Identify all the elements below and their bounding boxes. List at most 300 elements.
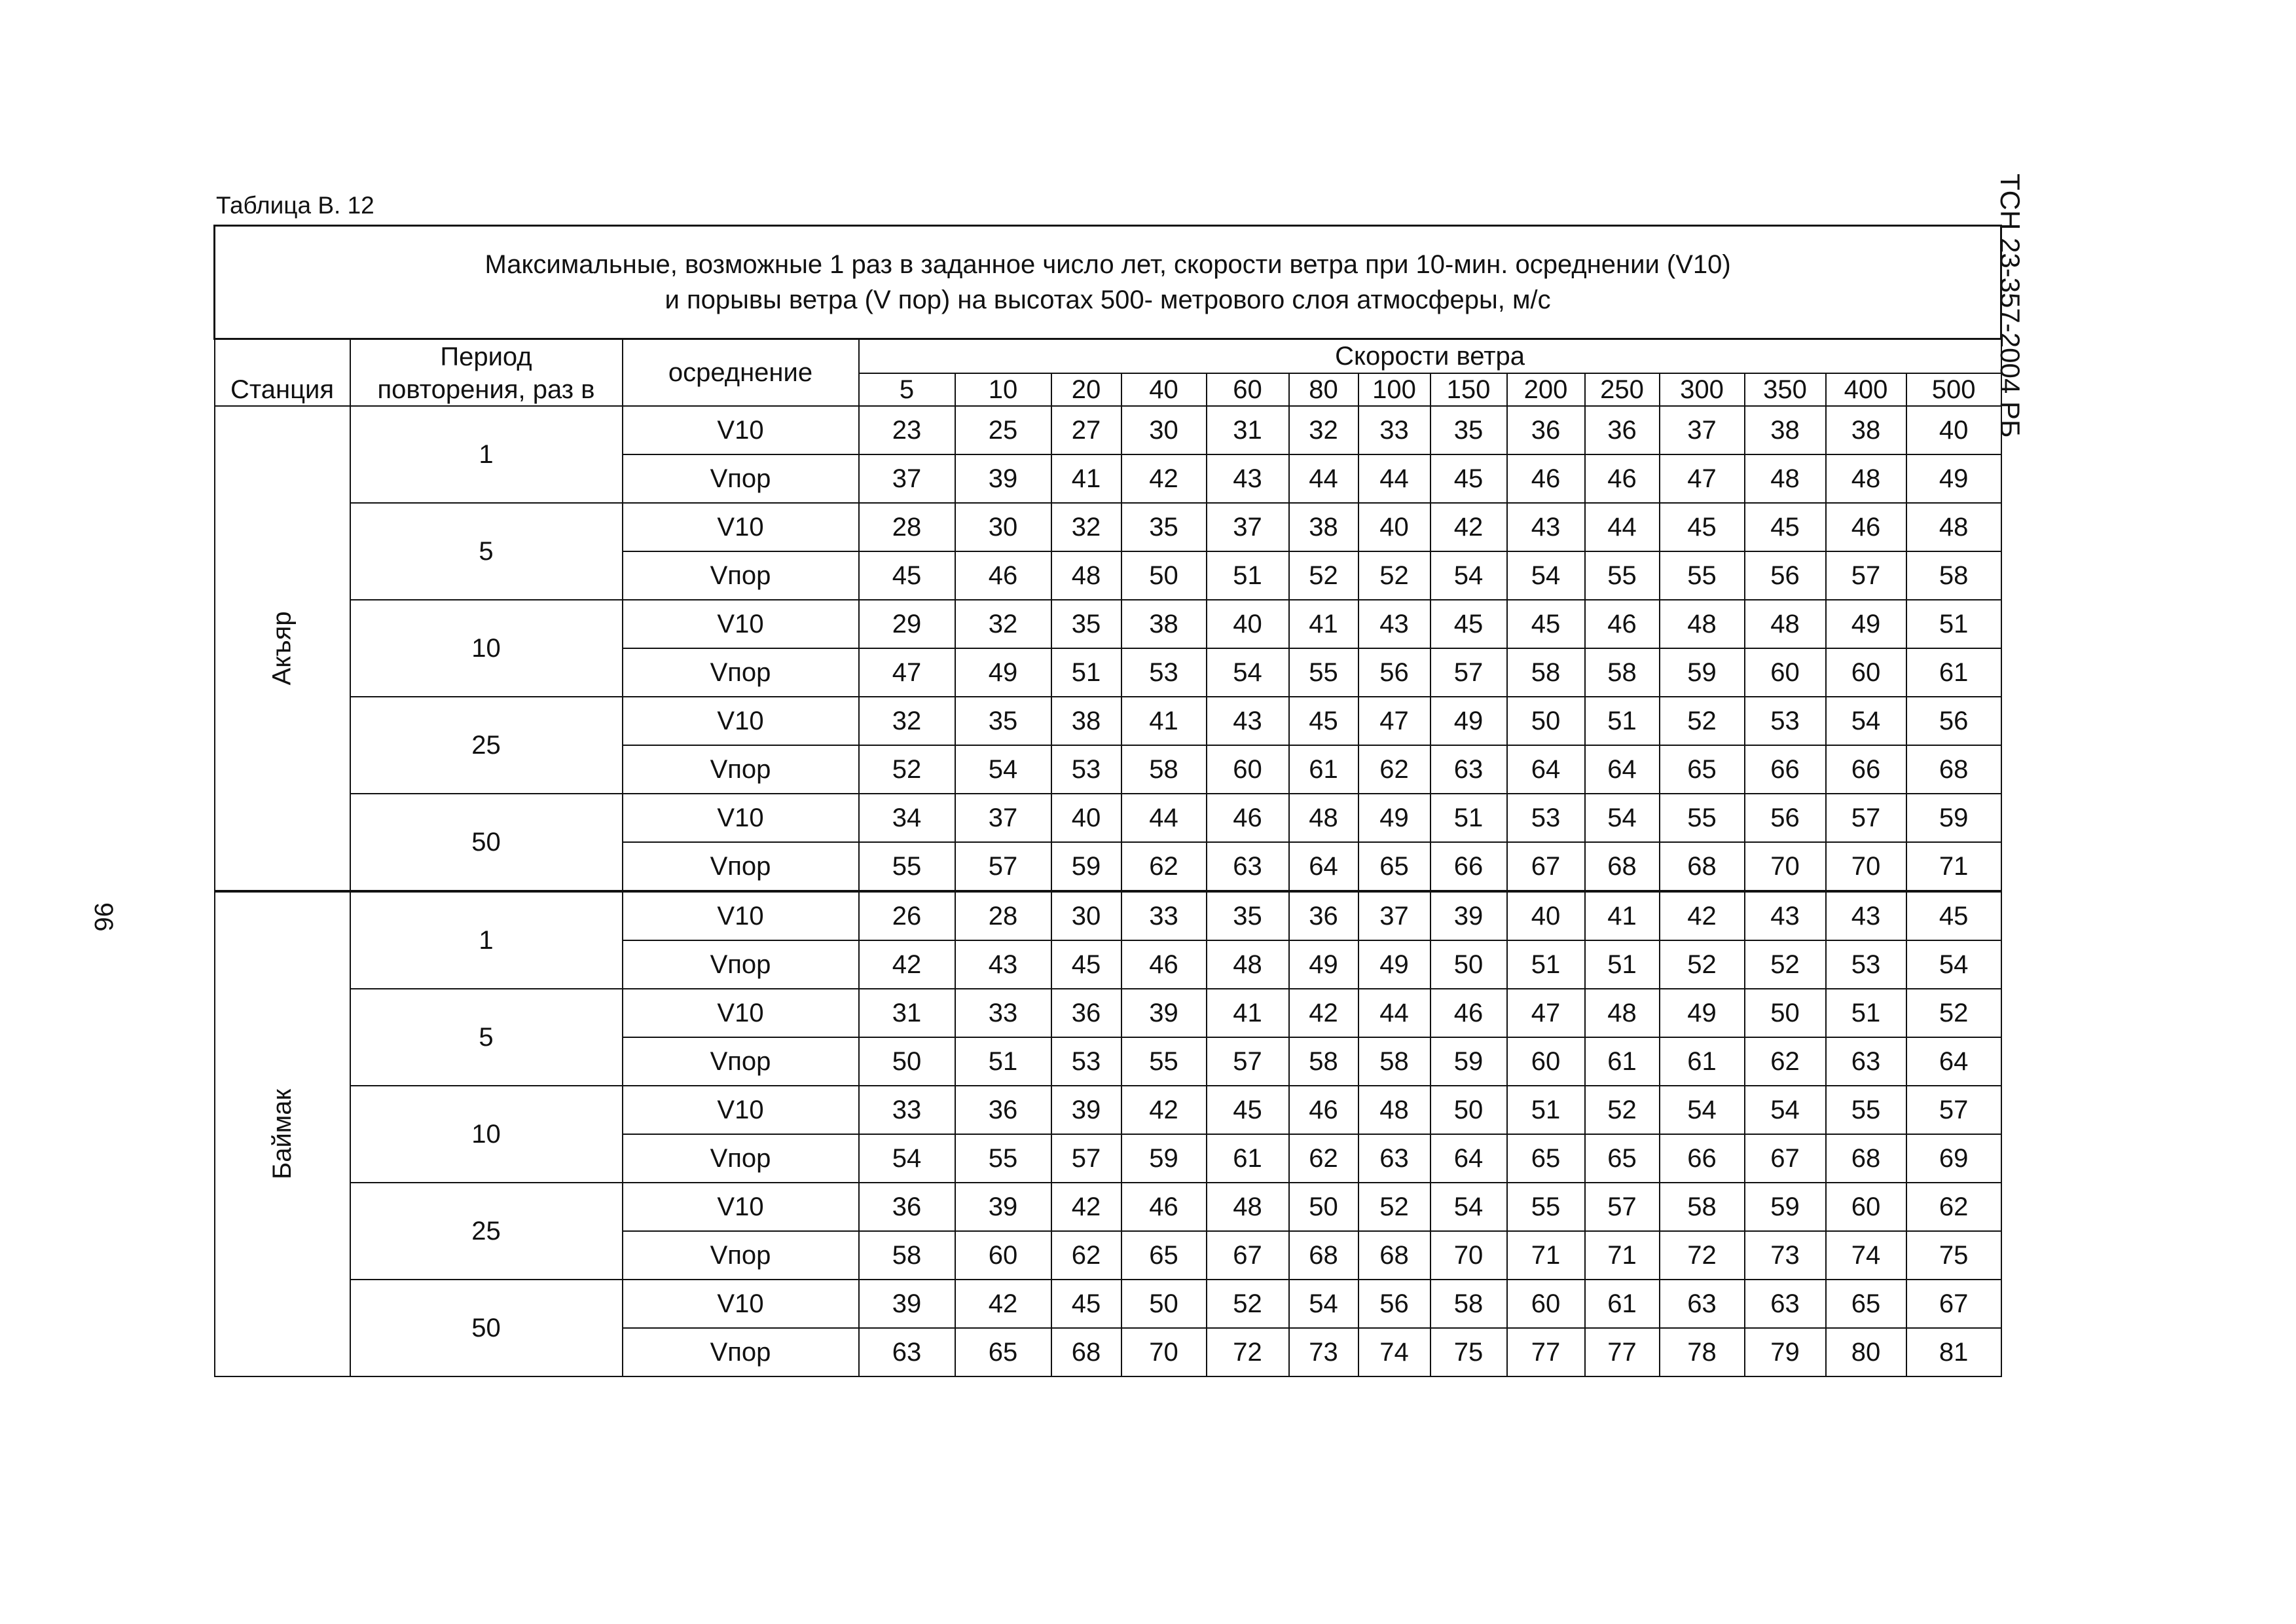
speed-value-cell: 64	[1289, 842, 1358, 891]
station-name: Баймак	[268, 1088, 297, 1180]
speed-value-cell: 56	[1745, 551, 1826, 600]
speed-value-cell: 63	[1430, 745, 1507, 794]
speed-value-cell: 48	[1585, 989, 1660, 1037]
speed-value-cell: 51	[1507, 1086, 1585, 1134]
speed-value-cell: 45	[1430, 454, 1507, 503]
averaging-cell: Vпор	[623, 454, 859, 503]
speed-value-cell: 57	[1430, 648, 1507, 697]
speed-value-cell: 45	[1289, 697, 1358, 745]
speed-value-cell: 46	[1585, 600, 1660, 648]
speed-value-cell: 54	[1745, 1086, 1826, 1134]
speed-value-cell: 75	[1430, 1328, 1507, 1376]
speed-value-cell: 67	[1507, 842, 1585, 891]
speed-value-cell: 30	[955, 503, 1051, 551]
speed-value-cell: 43	[1207, 697, 1289, 745]
document-code: ТСН 23-357-2004 РБ	[1995, 174, 2026, 438]
speed-value-cell: 38	[1121, 600, 1207, 648]
averaging-cell: Vпор	[623, 1134, 859, 1183]
speed-value-cell: 52	[1358, 551, 1430, 600]
speed-value-cell: 73	[1289, 1328, 1358, 1376]
speed-value-cell: 52	[1660, 697, 1745, 745]
speed-value-cell: 63	[1826, 1037, 1906, 1086]
speed-value-cell: 52	[1906, 989, 2001, 1037]
speed-value-cell: 39	[1051, 1086, 1121, 1134]
speed-value-cell: 36	[859, 1183, 955, 1231]
speed-value-cell: 60	[955, 1231, 1051, 1280]
speed-value-cell: 68	[1826, 1134, 1906, 1183]
speed-value-cell: 53	[1826, 940, 1906, 989]
averaging-cell: Vпор	[623, 940, 859, 989]
speed-value-cell: 35	[1121, 503, 1207, 551]
speed-value-cell: 52	[1289, 551, 1358, 600]
speed-value-cell: 61	[1906, 648, 2001, 697]
period-cell: 1	[350, 406, 623, 503]
speed-value-cell: 46	[955, 551, 1051, 600]
speed-value-cell: 77	[1585, 1328, 1660, 1376]
speed-value-cell: 61	[1289, 745, 1358, 794]
height-header: 80	[1289, 373, 1358, 406]
period-cell: 25	[350, 1183, 623, 1280]
speed-value-cell: 50	[1289, 1183, 1358, 1231]
speed-value-cell: 55	[859, 842, 955, 891]
speed-value-cell: 45	[1660, 503, 1745, 551]
speed-value-cell: 63	[859, 1328, 955, 1376]
averaging-cell: Vпор	[623, 551, 859, 600]
speed-value-cell: 50	[859, 1037, 955, 1086]
speed-value-cell: 30	[1051, 891, 1121, 940]
speed-value-cell: 58	[1507, 648, 1585, 697]
speed-value-cell: 49	[1358, 794, 1430, 842]
speed-value-cell: 29	[859, 600, 955, 648]
speed-value-cell: 50	[1430, 940, 1507, 989]
speed-value-cell: 36	[1289, 891, 1358, 940]
speed-value-cell: 42	[1289, 989, 1358, 1037]
speed-value-cell: 43	[1207, 454, 1289, 503]
speed-value-cell: 46	[1121, 940, 1207, 989]
speed-value-cell: 45	[859, 551, 955, 600]
speed-value-cell: 55	[1289, 648, 1358, 697]
speed-value-cell: 57	[955, 842, 1051, 891]
averaging-cell: V10	[623, 989, 859, 1037]
speed-value-cell: 54	[1906, 940, 2001, 989]
period-cell: 5	[350, 989, 623, 1086]
wind-speed-table	[213, 225, 2002, 1377]
speed-value-cell: 37	[955, 794, 1051, 842]
speed-value-cell: 71	[1585, 1231, 1660, 1280]
speed-value-cell: 38	[1826, 406, 1906, 454]
speed-value-cell: 32	[859, 697, 955, 745]
speed-value-cell: 39	[859, 1280, 955, 1328]
speed-value-cell: 68	[1358, 1231, 1430, 1280]
speed-value-cell: 48	[1826, 454, 1906, 503]
speed-value-cell: 47	[859, 648, 955, 697]
table-title	[215, 226, 2001, 339]
speed-value-cell: 45	[1051, 940, 1121, 989]
speed-value-cell: 40	[1358, 503, 1430, 551]
speed-value-cell: 71	[1906, 842, 2001, 891]
speed-value-cell: 62	[1358, 745, 1430, 794]
speed-value-cell: 67	[1207, 1231, 1289, 1280]
period-cell: 10	[350, 1086, 623, 1183]
speed-value-cell: 71	[1507, 1231, 1585, 1280]
speed-value-cell: 46	[1289, 1086, 1358, 1134]
speed-value-cell: 60	[1826, 648, 1906, 697]
speed-value-cell: 49	[955, 648, 1051, 697]
speed-value-cell: 54	[1430, 551, 1507, 600]
averaging-cell: Vпор	[623, 1037, 859, 1086]
speed-value-cell: 48	[1745, 600, 1826, 648]
averaging-cell: V10	[623, 406, 859, 454]
speed-value-cell: 44	[1289, 454, 1358, 503]
speed-value-cell: 56	[1358, 648, 1430, 697]
period-cell: 10	[350, 600, 623, 697]
speed-value-cell: 45	[1430, 600, 1507, 648]
speed-value-cell: 58	[859, 1231, 955, 1280]
speed-value-cell: 64	[1906, 1037, 2001, 1086]
speed-value-cell: 55	[1826, 1086, 1906, 1134]
speed-value-cell: 68	[1660, 842, 1745, 891]
speed-value-cell: 48	[1289, 794, 1358, 842]
speed-value-cell: 45	[1051, 1280, 1121, 1328]
speed-value-cell: 60	[1745, 648, 1826, 697]
table-row	[215, 1280, 2001, 1328]
speed-value-cell: 60	[1507, 1037, 1585, 1086]
speed-value-cell: 57	[1826, 551, 1906, 600]
speed-value-cell: 52	[1585, 1086, 1660, 1134]
speed-value-cell: 54	[1507, 551, 1585, 600]
speed-value-cell: 54	[1207, 648, 1289, 697]
speed-value-cell: 59	[1430, 1037, 1507, 1086]
speed-value-cell: 44	[1121, 794, 1207, 842]
speed-value-cell: 50	[1430, 1086, 1507, 1134]
speed-value-cell: 41	[1207, 989, 1289, 1037]
speed-value-cell: 41	[1121, 697, 1207, 745]
speed-value-cell: 45	[1906, 891, 2001, 940]
speed-value-cell: 52	[1207, 1280, 1289, 1328]
speed-value-cell: 59	[1745, 1183, 1826, 1231]
height-header: 40	[1121, 373, 1207, 406]
speed-value-cell: 49	[1358, 940, 1430, 989]
speed-value-cell: 45	[1207, 1086, 1289, 1134]
speed-value-cell: 63	[1207, 842, 1289, 891]
speed-value-cell: 79	[1745, 1328, 1826, 1376]
averaging-cell: V10	[623, 1183, 859, 1231]
speed-value-cell: 52	[1745, 940, 1826, 989]
speed-value-cell: 54	[1430, 1183, 1507, 1231]
speed-value-cell: 72	[1207, 1328, 1289, 1376]
speed-value-cell: 60	[1507, 1280, 1585, 1328]
speed-value-cell: 35	[1207, 891, 1289, 940]
speed-value-cell: 46	[1826, 503, 1906, 551]
table-row	[215, 406, 2001, 454]
speed-value-cell: 62	[1121, 842, 1207, 891]
speed-value-cell: 46	[1507, 454, 1585, 503]
speed-value-cell: 47	[1660, 454, 1745, 503]
averaging-cell: V10	[623, 503, 859, 551]
period-cell: 1	[350, 891, 623, 989]
speed-value-cell: 65	[955, 1328, 1051, 1376]
speed-value-cell: 58	[1121, 745, 1207, 794]
table-row	[215, 989, 2001, 1037]
speed-value-cell: 53	[1745, 697, 1826, 745]
speed-value-cell: 58	[1585, 648, 1660, 697]
speed-value-cell: 58	[1660, 1183, 1745, 1231]
speed-value-cell: 23	[859, 406, 955, 454]
speed-value-cell: 68	[1051, 1328, 1121, 1376]
speed-value-cell: 54	[955, 745, 1051, 794]
speed-value-cell: 80	[1826, 1328, 1906, 1376]
speed-value-cell: 57	[1906, 1086, 2001, 1134]
speed-value-cell: 49	[1430, 697, 1507, 745]
speed-value-cell: 33	[955, 989, 1051, 1037]
speed-value-cell: 49	[1906, 454, 2001, 503]
period-cell: 50	[350, 794, 623, 891]
speed-value-cell: 43	[1507, 503, 1585, 551]
speed-value-cell: 74	[1358, 1328, 1430, 1376]
table-title-line-2: и порывы ветра (V пор) на высотах 500- метрового слоя атмосферы, м/с	[665, 286, 1551, 314]
speed-value-cell: 58	[1906, 551, 2001, 600]
speed-value-cell: 62	[1745, 1037, 1826, 1086]
averaging-cell: V10	[623, 697, 859, 745]
speed-value-cell: 54	[1289, 1280, 1358, 1328]
speed-value-cell: 41	[1585, 891, 1660, 940]
averaging-cell: V10	[623, 600, 859, 648]
speed-value-cell: 32	[1289, 406, 1358, 454]
table-row	[215, 600, 2001, 648]
speed-value-cell: 40	[1906, 406, 2001, 454]
period-cell: 25	[350, 697, 623, 794]
period-cell: 5	[350, 503, 623, 600]
speed-value-cell: 53	[1507, 794, 1585, 842]
height-header: 60	[1207, 373, 1289, 406]
speed-value-cell: 34	[859, 794, 955, 842]
speed-value-cell: 50	[1121, 1280, 1207, 1328]
speed-value-cell: 49	[1660, 989, 1745, 1037]
speeds-header: Скорости ветра	[859, 339, 2001, 374]
speed-value-cell: 37	[1660, 406, 1745, 454]
speed-value-cell: 58	[1430, 1280, 1507, 1328]
speed-value-cell: 56	[1906, 697, 2001, 745]
speed-value-cell: 55	[1660, 551, 1745, 600]
speed-value-cell: 47	[1507, 989, 1585, 1037]
speed-value-cell: 54	[1585, 794, 1660, 842]
speed-value-cell: 67	[1906, 1280, 2001, 1328]
speed-value-cell: 43	[955, 940, 1051, 989]
speed-value-cell: 55	[1121, 1037, 1207, 1086]
speed-value-cell: 55	[1660, 794, 1745, 842]
averaging-cell: Vпор	[623, 648, 859, 697]
table-title-line-1: Максимальные, возможные 1 раз в заданное число лет, скорости ветра при 10-мин. осреднении (V10)	[484, 250, 1731, 279]
speed-value-cell: 38	[1745, 406, 1826, 454]
speed-value-cell: 46	[1430, 989, 1507, 1037]
height-header: 400	[1826, 373, 1906, 406]
speed-value-cell: 55	[1507, 1183, 1585, 1231]
height-header: 10	[955, 373, 1051, 406]
speed-value-cell: 70	[1121, 1328, 1207, 1376]
speed-value-cell: 33	[1358, 406, 1430, 454]
speed-value-cell: 42	[1121, 1086, 1207, 1134]
speed-value-cell: 46	[1121, 1183, 1207, 1231]
speed-value-cell: 56	[1358, 1280, 1430, 1328]
speed-value-cell: 37	[1358, 891, 1430, 940]
averaging-cell: V10	[623, 1280, 859, 1328]
speed-value-cell: 51	[1585, 697, 1660, 745]
speed-value-cell: 63	[1745, 1280, 1826, 1328]
speed-value-cell: 41	[1289, 600, 1358, 648]
table-label: Таблица В. 12	[216, 192, 374, 219]
speed-value-cell: 42	[1660, 891, 1745, 940]
speed-value-cell: 57	[1051, 1134, 1121, 1183]
speed-value-cell: 65	[1660, 745, 1745, 794]
speed-value-cell: 59	[1121, 1134, 1207, 1183]
speed-value-cell: 42	[955, 1280, 1051, 1328]
speed-value-cell: 64	[1430, 1134, 1507, 1183]
speed-value-cell: 81	[1906, 1328, 2001, 1376]
speed-value-cell: 59	[1906, 794, 2001, 842]
speed-value-cell: 51	[955, 1037, 1051, 1086]
speed-value-cell: 40	[1051, 794, 1121, 842]
speed-value-cell: 59	[1051, 842, 1121, 891]
speed-value-cell: 48	[1051, 551, 1121, 600]
speed-value-cell: 27	[1051, 406, 1121, 454]
averaging-cell: Vпор	[623, 745, 859, 794]
speed-value-cell: 55	[1585, 551, 1660, 600]
speed-value-cell: 52	[1358, 1183, 1430, 1231]
speed-value-cell: 56	[1745, 794, 1826, 842]
height-header: 200	[1507, 373, 1585, 406]
period-cell: 50	[350, 1280, 623, 1376]
averaging-cell: Vпор	[623, 1328, 859, 1376]
speed-value-cell: 51	[1430, 794, 1507, 842]
speed-value-cell: 61	[1585, 1280, 1660, 1328]
speed-value-cell: 51	[1207, 551, 1289, 600]
speed-value-cell: 42	[1051, 1183, 1121, 1231]
speed-value-cell: 66	[1660, 1134, 1745, 1183]
speed-value-cell: 54	[1660, 1086, 1745, 1134]
station-name: Акъяр	[268, 611, 297, 686]
speed-value-cell: 53	[1051, 745, 1121, 794]
speed-value-cell: 47	[1358, 697, 1430, 745]
speed-value-cell: 51	[1906, 600, 2001, 648]
speed-value-cell: 28	[859, 503, 955, 551]
speed-value-cell: 50	[1745, 989, 1826, 1037]
speed-value-cell: 41	[1051, 454, 1121, 503]
speed-value-cell: 32	[1051, 503, 1121, 551]
speed-value-cell: 36	[1507, 406, 1585, 454]
speed-value-cell: 59	[1660, 648, 1745, 697]
speed-value-cell: 36	[1051, 989, 1121, 1037]
speed-value-cell: 42	[1430, 503, 1507, 551]
speed-value-cell: 70	[1826, 842, 1906, 891]
speed-value-cell: 25	[955, 406, 1051, 454]
speed-value-cell: 30	[1121, 406, 1207, 454]
speed-value-cell: 63	[1660, 1280, 1745, 1328]
station-cell	[215, 406, 350, 891]
speed-value-cell: 54	[1826, 697, 1906, 745]
speed-value-cell: 39	[1430, 891, 1507, 940]
table-row	[215, 1086, 2001, 1134]
averaging-cell: Vпор	[623, 842, 859, 891]
speed-value-cell: 62	[1051, 1231, 1121, 1280]
speed-value-cell: 72	[1660, 1231, 1745, 1280]
speed-value-cell: 68	[1906, 745, 2001, 794]
height-header: 100	[1358, 373, 1430, 406]
speed-value-cell: 48	[1207, 940, 1289, 989]
height-header: 500	[1906, 373, 2001, 406]
speed-value-cell: 65	[1585, 1134, 1660, 1183]
speed-value-cell: 65	[1507, 1134, 1585, 1183]
speed-value-cell: 62	[1906, 1183, 2001, 1231]
speed-value-cell: 66	[1826, 745, 1906, 794]
speed-value-cell: 65	[1826, 1280, 1906, 1328]
speed-value-cell: 40	[1507, 891, 1585, 940]
speed-value-cell: 67	[1745, 1134, 1826, 1183]
speed-value-cell: 65	[1358, 842, 1430, 891]
speed-value-cell: 39	[955, 454, 1051, 503]
station-cell	[215, 891, 350, 1376]
speed-value-cell: 42	[859, 940, 955, 989]
averaging-cell: V10	[623, 891, 859, 940]
speed-value-cell: 43	[1745, 891, 1826, 940]
averaging-cell: V10	[623, 1086, 859, 1134]
period-header-line-2: повторения, раз в	[350, 373, 623, 406]
speed-value-cell: 46	[1585, 454, 1660, 503]
speed-value-cell: 48	[1660, 600, 1745, 648]
table-row	[215, 794, 2001, 842]
height-header: 250	[1585, 373, 1660, 406]
speed-value-cell: 37	[859, 454, 955, 503]
speed-value-cell: 31	[1207, 406, 1289, 454]
height-header: 350	[1745, 373, 1826, 406]
speed-value-cell: 43	[1826, 891, 1906, 940]
station-header: Станция	[215, 373, 350, 406]
period-header-line-1: Период	[350, 339, 623, 374]
speed-value-cell: 37	[1207, 503, 1289, 551]
speed-value-cell: 35	[955, 697, 1051, 745]
speed-value-cell: 73	[1745, 1231, 1826, 1280]
speed-value-cell: 51	[1826, 989, 1906, 1037]
speed-value-cell: 61	[1585, 1037, 1660, 1086]
speed-value-cell: 66	[1745, 745, 1826, 794]
speed-value-cell: 50	[1507, 697, 1585, 745]
height-header: 5	[859, 373, 955, 406]
speed-value-cell: 58	[1358, 1037, 1430, 1086]
speed-value-cell: 44	[1358, 989, 1430, 1037]
table-row	[215, 503, 2001, 551]
speed-value-cell: 57	[1826, 794, 1906, 842]
speed-value-cell: 58	[1289, 1037, 1358, 1086]
speed-value-cell: 57	[1207, 1037, 1289, 1086]
height-header: 300	[1660, 373, 1745, 406]
speed-value-cell: 31	[859, 989, 955, 1037]
station-header-top	[215, 339, 350, 374]
averaging-header: осреднение	[623, 339, 859, 407]
speed-value-cell: 49	[1826, 600, 1906, 648]
speed-value-cell: 43	[1358, 600, 1430, 648]
speed-value-cell: 26	[859, 891, 955, 940]
speed-value-cell: 52	[859, 745, 955, 794]
speed-value-cell: 75	[1906, 1231, 2001, 1280]
speed-value-cell: 54	[859, 1134, 955, 1183]
speed-value-cell: 57	[1585, 1183, 1660, 1231]
speed-value-cell: 38	[1051, 697, 1121, 745]
speed-value-cell: 36	[955, 1086, 1051, 1134]
speed-value-cell: 70	[1745, 842, 1826, 891]
speed-value-cell: 64	[1585, 745, 1660, 794]
speed-value-cell: 48	[1207, 1183, 1289, 1231]
speed-value-cell: 38	[1289, 503, 1358, 551]
speed-value-cell: 51	[1051, 648, 1121, 697]
